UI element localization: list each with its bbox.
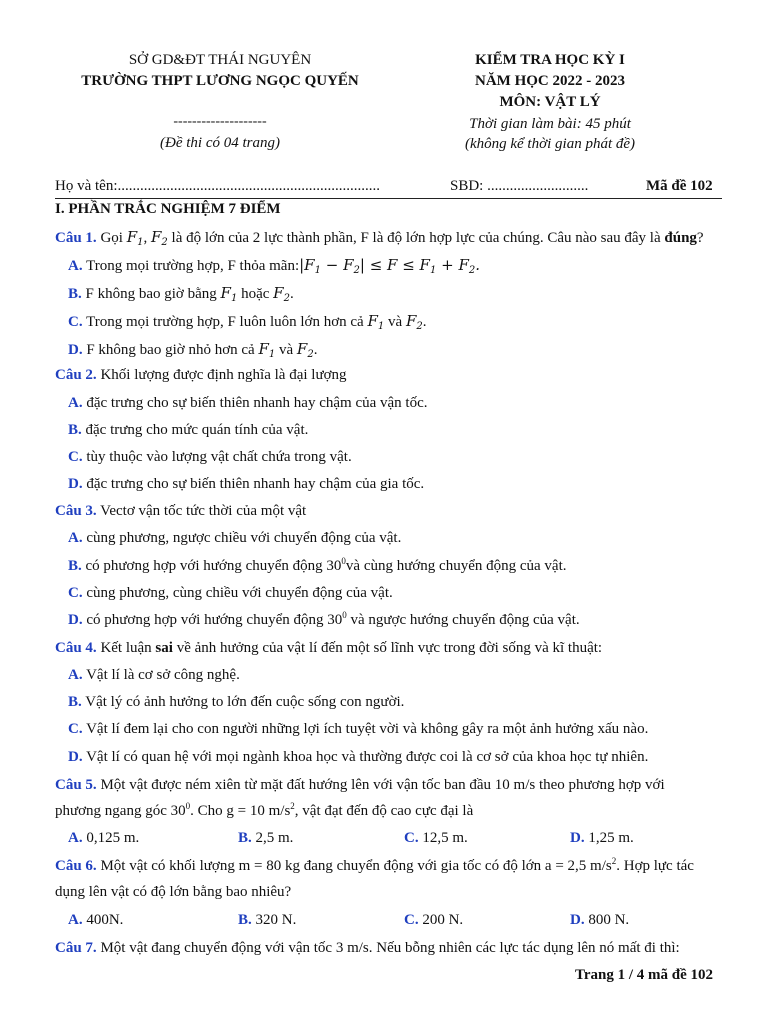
sbd-field: SBD: ........................... bbox=[450, 178, 589, 194]
option-label: D. bbox=[68, 342, 83, 358]
option-label: C. bbox=[68, 449, 83, 465]
question-text: phương ngang góc 30 bbox=[55, 803, 186, 819]
math-f1: $F_1$ bbox=[367, 312, 385, 332]
question-label: Câu 6. bbox=[55, 858, 97, 874]
question-text: Khối lượng được định nghĩa là đại lượng bbox=[96, 367, 347, 383]
option-text: 2,5 m. bbox=[251, 830, 294, 846]
option-c bbox=[68, 312, 427, 331]
student-name-field: Họ và tên:...................................................................... bbox=[55, 178, 380, 194]
option-text: và ngược hướng chuyển động của vật. bbox=[346, 612, 580, 628]
subject: MÔN: VẬT LÝ bbox=[499, 94, 601, 110]
option-label: A. bbox=[68, 258, 83, 274]
option-text: và bbox=[275, 342, 297, 358]
question-text: dụng lên vật có độ lớn bằng bao nhiêu? bbox=[55, 884, 292, 900]
math-f1: $F_1$ bbox=[258, 340, 276, 360]
option-text: đặc trưng cho sự biến thiên nhanh hay chậm của gia tốc. bbox=[82, 476, 425, 492]
math-f1: $F_1$ bbox=[126, 228, 144, 248]
option-text: cùng phương, cùng chiều với chuyển động của vật. bbox=[82, 585, 393, 601]
math-inequality: $|F_1 - F_2| \le F \le F_1 + F_2$. bbox=[299, 256, 481, 276]
school-name: TRƯỜNG THPT LƯƠNG NGỌC QUYẾN bbox=[81, 73, 359, 89]
option-label: D. bbox=[570, 830, 585, 846]
option-d bbox=[68, 749, 648, 766]
option-b bbox=[238, 912, 296, 929]
period: . bbox=[289, 286, 294, 302]
math-comma: , bbox=[143, 230, 151, 246]
question-label: Câu 2. bbox=[55, 367, 97, 383]
square-sup: 2 bbox=[611, 856, 617, 866]
option-label: C. bbox=[68, 721, 83, 737]
option-text: có phương hợp với hướng chuyển động 30 bbox=[81, 558, 342, 574]
option-text: đặc trưng cho mức quán tính của vật. bbox=[81, 422, 309, 438]
question-6-cont bbox=[55, 884, 291, 901]
option-c bbox=[68, 585, 393, 602]
option-text: và cùng hướng chuyển động của vật. bbox=[345, 558, 567, 574]
page-footer: Trang 1 / 4 mã đề 102 bbox=[574, 967, 713, 983]
header-rule bbox=[55, 198, 722, 199]
option-label: A. bbox=[68, 912, 83, 928]
separator-dashes: -------------------- bbox=[173, 114, 267, 129]
option-label: B. bbox=[68, 558, 82, 574]
question-label: Câu 5. bbox=[55, 777, 97, 793]
option-c bbox=[404, 830, 468, 847]
question-label: Câu 4. bbox=[55, 640, 97, 656]
option-text: Trong mọi trường hợp, F thỏa mãn: bbox=[82, 258, 300, 274]
option-text: và bbox=[384, 314, 406, 330]
option-label: C. bbox=[404, 912, 419, 928]
question-3 bbox=[55, 503, 306, 520]
question-text: Một vật được ném xiên từ mặt đất hướng lên với vận tốc ban đầu 10 m/s theo phương hợp với bbox=[96, 777, 665, 793]
option-text: 1,25 m. bbox=[584, 830, 634, 846]
question-1 bbox=[55, 228, 704, 247]
math-f1: $F_1$ bbox=[220, 284, 238, 304]
option-d bbox=[570, 830, 634, 847]
option-a bbox=[68, 395, 428, 412]
period: . bbox=[313, 342, 318, 358]
section-title: I. PHẦN TRẮC NGHIỆM 7 ĐIỂM bbox=[55, 201, 281, 217]
question-text: . Hợp lực tác bbox=[616, 858, 694, 874]
option-text: Vật lí có quan hệ với mọi ngành khoa học và thường được coi là cơ sở của khoa học tự nhiên. bbox=[82, 749, 649, 765]
option-text: cùng phương, ngược chiều với chuyển động của vật. bbox=[82, 530, 402, 546]
option-d bbox=[68, 612, 580, 629]
question-2 bbox=[55, 367, 347, 384]
degree-sup: 0 bbox=[341, 556, 346, 566]
option-label: B. bbox=[238, 830, 252, 846]
question-text: là độ lớn của 2 lực thành phần, F là độ lớn hợp lực của chúng. Câu nào sau đây là bbox=[167, 230, 665, 246]
emphasis: đúng bbox=[664, 230, 697, 246]
exam-time-note: (không kể thời gian phát đề) bbox=[464, 136, 636, 152]
option-text: F không bao giờ nhỏ hơn cả bbox=[82, 342, 259, 358]
option-text: đặc trưng cho sự biến thiên nhanh hay chậm của vận tốc. bbox=[82, 395, 428, 411]
option-text: 0,125 m. bbox=[82, 830, 140, 846]
option-a bbox=[68, 912, 123, 929]
option-label: A. bbox=[68, 830, 83, 846]
option-c bbox=[68, 449, 352, 466]
question-text: Gọi bbox=[96, 230, 127, 246]
math-f2: $F_2$ bbox=[405, 312, 423, 332]
option-label: A. bbox=[68, 667, 83, 683]
question-text: Một vật có khối lượng m = 80 kg đang chuyển động với gia tốc có độ lớn a = 2,5 m/s bbox=[96, 858, 612, 874]
option-text: Trong mọi trường hợp, F luôn luôn lớn hơn cả bbox=[82, 314, 368, 330]
option-label: D. bbox=[68, 749, 83, 765]
question-5 bbox=[55, 777, 665, 794]
option-text: 200 N. bbox=[418, 912, 464, 928]
question-7 bbox=[55, 940, 680, 957]
option-text: Vật lý có ảnh hưởng to lớn đến cuộc sống con người. bbox=[81, 694, 405, 710]
option-text: F không bao giờ bằng bbox=[81, 286, 221, 302]
option-a bbox=[68, 256, 480, 275]
option-text: tùy thuộc vào lượng vật chất chứa trong vật. bbox=[82, 449, 352, 465]
option-label: C. bbox=[68, 585, 83, 601]
option-text: hoặc bbox=[237, 286, 274, 302]
degree-sup: 0 bbox=[185, 801, 191, 811]
option-label: D. bbox=[68, 612, 83, 628]
option-d bbox=[68, 476, 424, 493]
question-text: Một vật đang chuyển động với vận tốc 3 m/s. Nếu bỗng nhiên các lực tác dụng lên nó mất đi thì: bbox=[96, 940, 680, 956]
question-text: Vectơ vận tốc tức thời của một vật bbox=[96, 503, 307, 519]
option-label: C. bbox=[404, 830, 419, 846]
option-label: D. bbox=[570, 912, 585, 928]
option-c bbox=[68, 721, 648, 738]
option-a bbox=[68, 667, 240, 684]
option-d bbox=[68, 340, 317, 359]
option-c bbox=[404, 912, 463, 929]
option-text: 400N. bbox=[82, 912, 124, 928]
math-f2: $F_2$ bbox=[150, 228, 168, 248]
option-label: B. bbox=[68, 422, 82, 438]
option-b bbox=[68, 422, 308, 439]
option-d bbox=[570, 912, 629, 929]
question-5-cont bbox=[55, 803, 473, 820]
option-text: 320 N. bbox=[251, 912, 297, 928]
option-b bbox=[68, 284, 294, 303]
emphasis: sai bbox=[155, 640, 173, 656]
option-text: có phương hợp với hướng chuyển động 30 bbox=[82, 612, 343, 628]
exam-time: Thời gian làm bài: 45 phút bbox=[469, 116, 631, 132]
school-year: NĂM HỌC 2022 - 2023 bbox=[475, 73, 625, 89]
question-text: Kết luận bbox=[96, 640, 156, 656]
period: . bbox=[422, 314, 427, 330]
math-f2: $F_2$ bbox=[296, 340, 314, 360]
option-label: C. bbox=[68, 314, 83, 330]
department-name: SỞ GD&ĐT THÁI NGUYÊN bbox=[128, 52, 312, 68]
option-label: B. bbox=[68, 694, 82, 710]
option-label: B. bbox=[238, 912, 252, 928]
question-text: , vật đạt đến độ cao cực đại là bbox=[294, 803, 474, 819]
question-text: về ảnh hưởng của vật lí đến một số lĩnh vực trong đời sống và kĩ thuật: bbox=[172, 640, 603, 656]
math-f2: $F_2$ bbox=[273, 284, 290, 304]
option-text: Vật lí đem lại cho con người những lợi ích tuyệt vời và không gây ra một ảnh hưởng xấu nào. bbox=[82, 721, 649, 737]
option-label: A. bbox=[68, 395, 83, 411]
option-a bbox=[68, 530, 401, 547]
option-b bbox=[68, 694, 404, 711]
pages-note: (Đề thi có 04 trang) bbox=[160, 135, 280, 151]
question-text: ? bbox=[696, 230, 704, 246]
square-sup: 2 bbox=[290, 801, 295, 811]
degree-sup: 0 bbox=[342, 610, 347, 620]
option-b bbox=[68, 558, 567, 575]
option-b bbox=[238, 830, 293, 847]
question-4 bbox=[55, 640, 602, 657]
option-text: 12,5 m. bbox=[418, 830, 468, 846]
exam-code: Mã đề 102 bbox=[646, 178, 713, 194]
option-text: 800 N. bbox=[584, 912, 630, 928]
option-text: Vật lí là cơ sở công nghệ. bbox=[82, 667, 240, 683]
option-label: B. bbox=[68, 286, 82, 302]
question-text: . Cho g = 10 m/s bbox=[190, 803, 291, 819]
option-label: D. bbox=[68, 476, 83, 492]
exam-title: KIỂM TRA HỌC KỲ I bbox=[475, 52, 625, 68]
question-label: Câu 7. bbox=[55, 940, 97, 956]
question-label: Câu 3. bbox=[55, 503, 97, 519]
option-label: A. bbox=[68, 530, 83, 546]
question-6 bbox=[55, 858, 694, 875]
question-label: Câu 1. bbox=[55, 230, 97, 246]
option-a bbox=[68, 830, 139, 847]
